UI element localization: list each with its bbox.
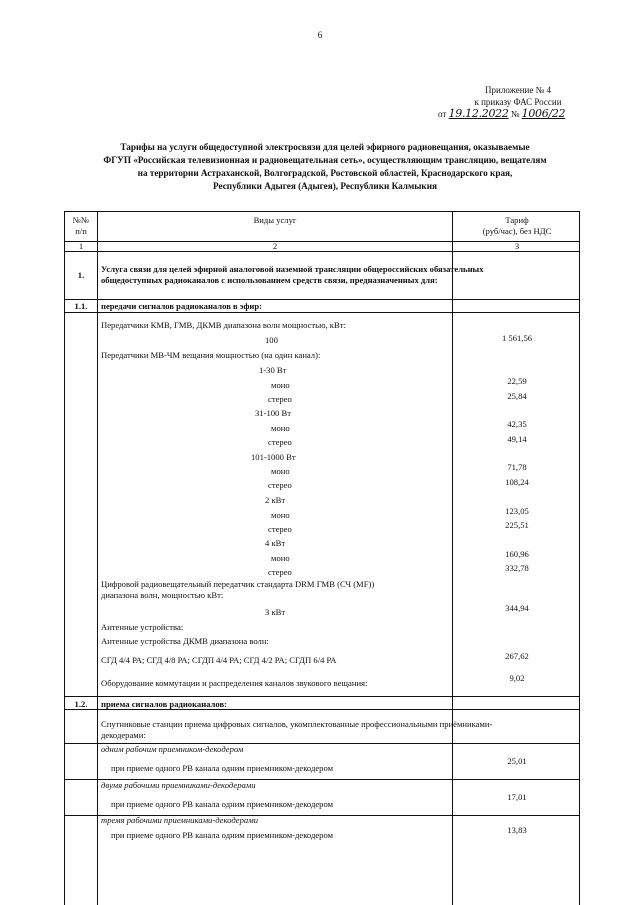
- header-num: [65, 215, 97, 237]
- power-31-100w: 31-100 Вт: [255, 408, 291, 418]
- one-receiver-price: 25,01: [507, 756, 527, 766]
- order-number: 1006/22: [521, 107, 566, 120]
- tariff-table: [64, 211, 580, 905]
- drm-line2: диапазона волн, мощностью кВт:: [101, 590, 224, 600]
- p1-mono-price: 22,59: [507, 376, 527, 386]
- order-date: 19.12.2022: [448, 107, 509, 120]
- satellite-line1: Спутниковые станции приема цифровых сигналов, укомплектованные профессиональными приёмниками-: [101, 719, 493, 729]
- switching-text: Оборудование коммутации и распределения каналов звукового вещания:: [101, 678, 368, 688]
- p1-stereo-price: 25,84: [507, 391, 527, 401]
- sub11-text: передачи сигналов радиоканалов в эфир:: [101, 301, 262, 311]
- power-4kw: 4 кВт: [265, 538, 286, 548]
- p3-mono-price: 71,78: [507, 462, 527, 472]
- kmv-price: 1 561,56: [501, 333, 533, 343]
- p1-stereo: стерео: [268, 394, 292, 404]
- one-receiver-label: одним рабочим приемником-декодером: [101, 744, 244, 754]
- drm-line1: Цифровой радиовещательный передатчик стандарта DRM ГМВ (СЧ (MF)): [101, 579, 375, 589]
- header-tariff-line2: (руб/час), без НДС: [482, 226, 552, 236]
- p1-mono: моно: [271, 380, 290, 390]
- title-line4: Республики Адыгея (Адыгея), Республики Калмыкия: [213, 181, 437, 191]
- page-number: 6: [317, 30, 323, 40]
- drm-price: 344,94: [505, 603, 529, 613]
- p4-stereo: стерео: [268, 524, 292, 534]
- two-receivers-price: 17,01: [507, 792, 527, 802]
- p2-stereo: стерео: [268, 437, 292, 447]
- header-tariff-line1: Тариф: [505, 215, 529, 225]
- col-number-3: 3: [514, 241, 520, 251]
- one-receiver-detail: при приеме одного РВ канала одним приемником-декодером: [111, 763, 334, 773]
- table-row-divider: [65, 312, 579, 313]
- sub12-text: приема сигналов радиоканалов:: [101, 699, 227, 709]
- order-line: [438, 108, 598, 120]
- order-from-prefix: от: [438, 109, 447, 119]
- p3-stereo-price: 108,24: [505, 477, 529, 487]
- kmv-power: 100: [265, 335, 278, 345]
- three-receivers-detail: при приеме одного РВ канала одним приемником-декодером: [111, 830, 334, 840]
- three-receivers-label: тремя рабочими приемниками-декодерами: [101, 815, 258, 825]
- order-no-prefix: №: [510, 109, 520, 119]
- p3-stereo: стерео: [268, 480, 292, 490]
- drm-text: [101, 579, 374, 601]
- header-service: Виды услуг: [253, 215, 297, 225]
- p3-mono: моно: [271, 466, 290, 476]
- p2-stereo-price: 49,14: [507, 434, 527, 444]
- table-row-divider: [65, 696, 579, 697]
- p5-stereo-price: 332,78: [505, 563, 529, 573]
- mv-header: Передатчики МВ-ЧМ вещания мощностью (на один канал):: [101, 350, 321, 360]
- antennas-dkmv-label: Антенные устройства ДКМВ диапазона волн:: [101, 636, 269, 646]
- satellite-text: [101, 719, 492, 741]
- switching-price: 9,02: [509, 673, 525, 683]
- p2-mono-price: 42,35: [507, 419, 527, 429]
- title-line1: Тарифы на услуги общедоступной электросвязи для целей эфирного радиовещания, оказываемые: [120, 142, 530, 152]
- power-101-1000w: 101-1000 Вт: [251, 452, 296, 462]
- p5-mono-price: 160,96: [505, 549, 529, 559]
- section1-text-line2: общедоступных радиоканалов с использованием средств связи, предназначенных для:: [101, 275, 438, 285]
- header-num-line2: п/п: [75, 226, 87, 236]
- col-number-2: 2: [272, 241, 278, 251]
- appendix-block: [438, 84, 598, 120]
- table-row-divider: [65, 299, 579, 300]
- two-receivers-label: двумя рабочими приемниками-декодерами: [101, 780, 256, 790]
- col-number-1: 1: [78, 241, 84, 251]
- document-title: [50, 141, 600, 193]
- sub11-num: 1.1.: [74, 301, 88, 311]
- p4-mono: моно: [271, 510, 290, 520]
- p5-stereo: стерео: [268, 567, 292, 577]
- kmv-header: Передатчики КМВ, ГМВ, ДКМВ диапазона волн мощностью, кВт:: [101, 320, 346, 330]
- appendix-line2: к приказу ФАС России: [474, 97, 562, 107]
- antennas-types: СГД 4/4 РА; СГД 4/8 РА; СГДП 4/4 РА; СГД 4/2 РА; СГДП 6/4 РА: [101, 655, 337, 665]
- header-tariff: [453, 215, 581, 237]
- section1-text: [101, 264, 571, 286]
- p5-mono: моно: [271, 553, 290, 563]
- p2-mono: моно: [271, 423, 290, 433]
- two-receivers-detail: при приеме одного РВ канала одним приемником-декодером: [111, 799, 334, 809]
- antennas-label: Антенные устройства:: [101, 622, 184, 632]
- p4-stereo-price: 225,51: [505, 520, 529, 530]
- table-col-divider-1: [97, 212, 98, 905]
- drm-power: 3 кВт: [265, 607, 286, 617]
- antennas-price: 267,62: [505, 651, 529, 661]
- appendix-line1: Приложение № 4: [485, 85, 551, 95]
- satellite-line2: декодерами:: [101, 730, 146, 740]
- three-receivers-price: 13,83: [507, 825, 527, 835]
- section1-text-line1: Услуга связи для целей эфирной аналоговой наземной трансляции общероссийских обязательных: [101, 264, 484, 274]
- title-line2: ФГУП «Российская телевизионная и радиовещательная сеть», осуществляющим трансляцию, вещателям: [103, 155, 547, 165]
- header-num-line1: №№: [72, 215, 90, 225]
- p4-mono-price: 123,05: [505, 506, 529, 516]
- section1-num: 1.: [77, 270, 85, 280]
- power-1-30w: 1-30 Вт: [259, 365, 287, 375]
- title-line3: на территории Астраханской, Волгоградской, Ростовской областей, Краснодарского края,: [137, 168, 513, 178]
- power-2kw: 2 кВт: [265, 495, 286, 505]
- sub12-num: 1.2.: [74, 699, 88, 709]
